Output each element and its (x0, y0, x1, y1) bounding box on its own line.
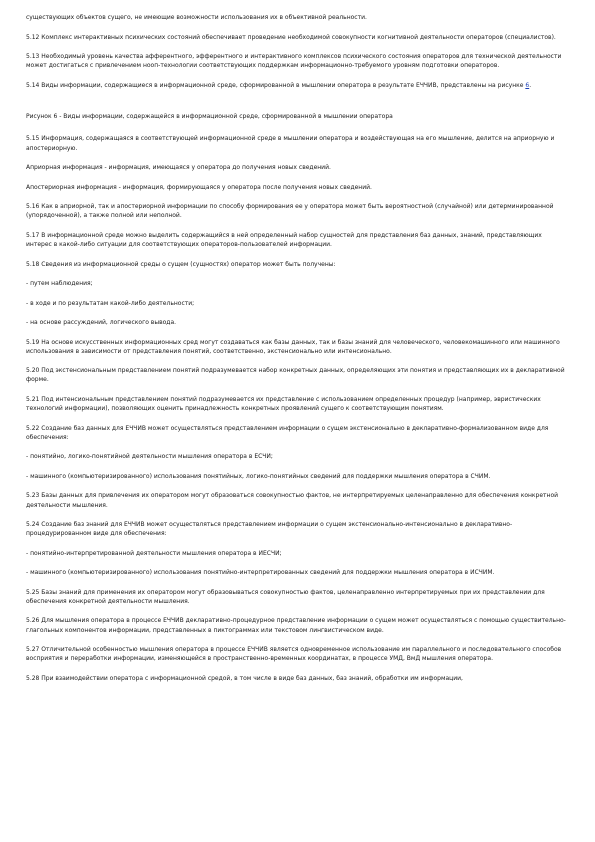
figure-link[interactable]: 6 (525, 81, 530, 89)
paragraph (26, 231, 566, 249)
paragraph (26, 134, 566, 152)
paragraph-text: 5.12 Комплекс интерактивных психических состояний обеспечивает проведение необходимой совокупности когнитивной деятельности операторов (специалистов). (26, 33, 556, 41)
paragraph-text: - машинного (компьютеризированного) использования понятийных, логико-понятийных сведений для поддержки мышления оператора в СЧИМ. (26, 472, 491, 480)
paragraph-text: - путем наблюдения; (26, 280, 93, 288)
paragraph (26, 424, 566, 442)
paragraph-text: 5.18 Сведения из информационной среды о сущем (сущностях) оператор может быть получены: (26, 260, 336, 268)
paragraph (26, 183, 566, 192)
paragraph-text: Апостериорная информация - информация, формирующаяся у оператора после получения новых сведений. (26, 183, 372, 191)
paragraph-text: 5.17 В информационной среде можно выделить содержащийся в ней определенный набор сущностей для представления баз данных, знаний, представляющих интерес в какой-либо ситуации для соответствующих операторов-пользователей информации. (26, 231, 542, 249)
paragraph (26, 163, 566, 172)
paragraph-text: 5.22 Создание баз данных для ЕЧЧИВ может осуществляться представлением информации о сущем экстенсионально в декларативно-формализованном виде для обеспечения: (26, 424, 549, 441)
paragraph (26, 674, 566, 683)
paragraph-text: 5.19 На основе искусственных информационных сред могут создаваться как базы данных, так и базы знаний для человеческого, человекомашинного или машинного использования в зависимости от представления понятий, соответственно, экстенсионально или интенсионально. (26, 338, 560, 355)
paragraph (26, 472, 566, 481)
paragraph (26, 616, 566, 634)
figure-caption (26, 112, 566, 121)
paragraph (26, 260, 566, 269)
paragraph (26, 318, 566, 327)
paragraph (26, 568, 566, 577)
paragraph-text: 5.24 Создание баз знаний для ЕЧЧИВ может осуществляться представлением информации о сущем экстенсионально-интенсионально в декларативно-процедурированном виде для обеспечения: (26, 521, 513, 538)
paragraph (26, 13, 566, 22)
figure-placeholder (26, 100, 566, 112)
paragraph-text: Рисунок 6 - Виды информации, содержащейся в информационной среде, сформированной в мышлении оператора (26, 113, 393, 121)
paragraph (26, 202, 566, 220)
paragraph-text: 5.15 Информация, содержащаяся в соответствующей информационной среде в мышлении оператора и воздействующая на его мышление, делится на априорную и апостериорную. (26, 135, 555, 152)
paragraph-text: - на основе рассуждений, логического вывода. (26, 319, 177, 327)
paragraph-text: - понятийно, логико-понятийной деятельности мышления оператора в ЕСЧИ; (26, 453, 273, 461)
paragraph-text: 5.13 Необходимый уровень качества афферентного, эфферентного и интерактивного комплексов психического состояния операторов для технической деятельности может достигаться с привлечением нооп-технологии соответствующих поддержкам информационно-требуемого уровням подготовки операторов. (26, 53, 562, 70)
paragraph-text: 5.21 Под интенсиональным представлением понятий подразумевается их представление с использованием определенных процедур (например, эвристических технологий информации), позволяющих оценить принадлежность конкретных проявлений сущего к соответствующим понятиям. (26, 395, 541, 413)
paragraph-text: 5.20 Под экстенсиональным представлением понятий подразумевается набор конкретных данных, определяющих эти понятия и представляющих их в декларативной форме. (26, 367, 565, 384)
paragraph-text: - понятийно-интерпретированной деятельности мышления оператора в ИЕСЧИ; (26, 549, 282, 557)
paragraph (26, 366, 566, 384)
paragraph (26, 299, 566, 308)
paragraph (26, 279, 566, 288)
paragraph (26, 520, 566, 538)
document-page (26, 13, 566, 693)
paragraph (26, 645, 566, 663)
paragraph-text: 5.26 Для мышления оператора в процессе ЕЧЧИВ декларативно-процедурное представление информации о сущем может осуществляться с помощью существительно-глагольных компонентов информации, представленных в пиктограммах или текстовом лингвистическом виде. (26, 617, 566, 634)
paragraph-text: Априорная информация - информация, имеющаяся у оператора до получения новых сведений. (26, 164, 331, 172)
paragraph-text: 5.28 При взаимодействии оператора с информационной средой, в том числе в виде баз данных, баз знаний, обработки им информации, (26, 674, 463, 682)
paragraph-text: 5.16 Как в априорной, так и апостериорной информации по способу формирования ее у оператора может быть вероятностной (случайной) или детерминированной (упорядоченной), а также полной или неполной. (26, 203, 554, 220)
paragraph (26, 52, 566, 70)
paragraph (26, 452, 566, 461)
paragraph (26, 491, 566, 509)
paragraph-text: 5.25 Базы знаний для применения их оператором могут образовываться совокупностью фактов, целенаправленно интерпретируемых при их представлении для обеспечения конкретной деятельности мышления. (26, 588, 545, 605)
paragraph-text: - машинного (компьютеризированного) использования понятийно-интерпретированных сведений для поддержки мышления оператора в ИСЧИМ. (26, 569, 495, 577)
paragraph (26, 588, 566, 606)
paragraph-text: 5.27 Отличительной особенностью мышления оператора в процессе ЕЧЧИВ является одновременное использование им параллельного и последовательного способов восприятия и переработки информации, изменяющейся в пространственно-временных координатах, в процессе УМД, ВмД мышления оператора. (26, 646, 562, 663)
paragraph (26, 395, 566, 413)
paragraph (26, 33, 566, 42)
paragraph (26, 81, 566, 90)
paragraph-text: 5.14 Виды информации, содержащиеся в информационной среде, сформированной в мышлении оператора в результате ЕЧЧИВ, представлены на рисунке (26, 81, 526, 89)
paragraph-text: существующих объектов сущего, не имеющие возможности использования их в объективной реальности. (26, 14, 367, 21)
paragraph-text: - в ходе и по результатам какой-либо деятельности; (26, 299, 195, 307)
paragraph (26, 549, 566, 558)
paragraph-text: 5.23 Базы данных для привлечения их оператором могут образоваться совокупностью фактов, не интерпретируемых целенаправленно для обеспечения конкретной деятельности мышления. (26, 492, 559, 509)
paragraph (26, 338, 566, 356)
paragraph-tail: . (529, 81, 532, 89)
